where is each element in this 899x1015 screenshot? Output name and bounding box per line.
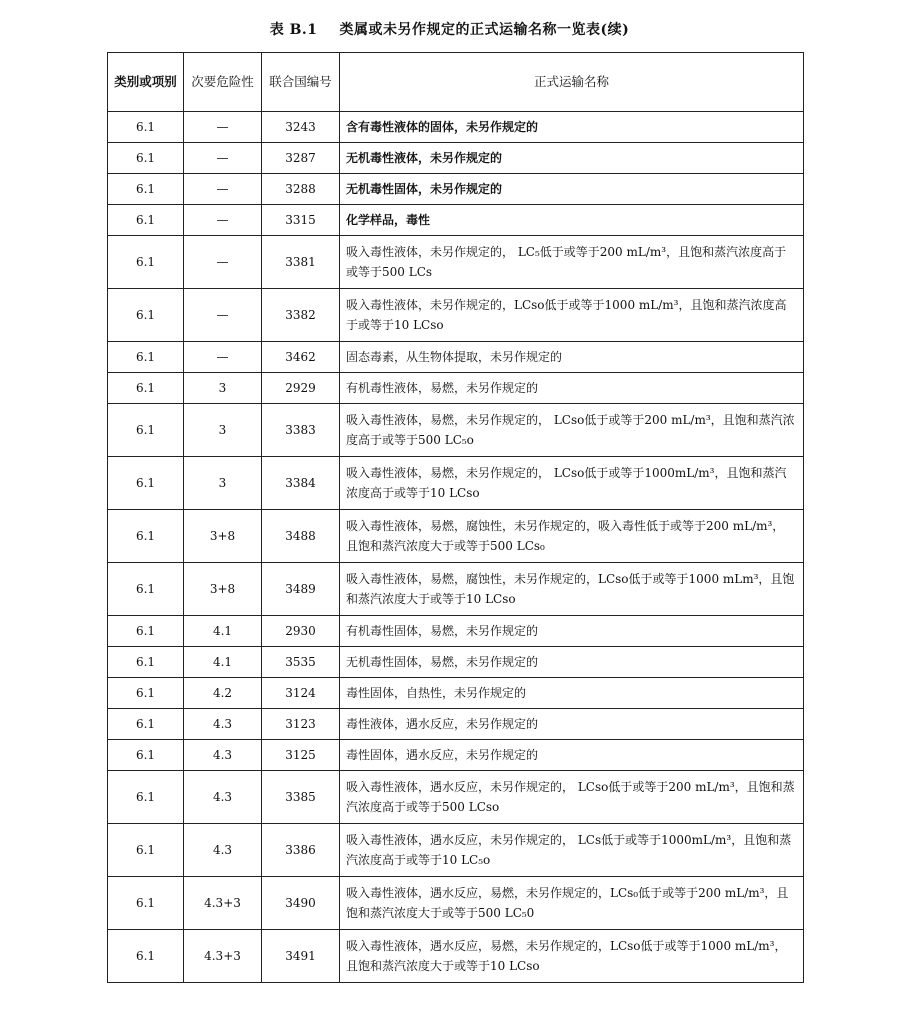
cell-un-number: 3535 [262, 647, 340, 678]
table-caption: 类属或未另作规定的正式运输名称一览表(续) [339, 22, 630, 38]
cell-class: 6.1 [108, 930, 184, 983]
cell-subsidiary-risk: — [184, 205, 262, 236]
cell-subsidiary-risk: — [184, 342, 262, 373]
cell-un-number: 3125 [262, 740, 340, 771]
cell-class: 6.1 [108, 174, 184, 205]
cell-shipping-name: 有机毒性液体，易燃，未另作规定的 [340, 373, 804, 404]
shipping-names-table [107, 52, 804, 983]
cell-shipping-name: 吸入毒性液体，易燃，腐蚀性，未另作规定的，吸入毒性低于或等于200 mL/m³，且饱和蒸汽浓度大于或等于500 LCs₀ [340, 510, 804, 563]
table-row [108, 457, 804, 510]
cell-class: 6.1 [108, 740, 184, 771]
cell-un-number: 3288 [262, 174, 340, 205]
cell-shipping-name: 毒性液体，遇水反应，未另作规定的 [340, 709, 804, 740]
table-row [108, 143, 804, 174]
header-row [108, 53, 804, 112]
cell-un-number: 3384 [262, 457, 340, 510]
cell-class: 6.1 [108, 289, 184, 342]
cell-subsidiary-risk: 4.3+3 [184, 877, 262, 930]
table-row [108, 824, 804, 877]
table-row [108, 877, 804, 930]
cell-class: 6.1 [108, 236, 184, 289]
cell-class: 6.1 [108, 647, 184, 678]
cell-un-number: 3315 [262, 205, 340, 236]
table-row [108, 373, 804, 404]
cell-un-number: 2930 [262, 616, 340, 647]
cell-class: 6.1 [108, 342, 184, 373]
table-row [108, 236, 804, 289]
table-row [108, 740, 804, 771]
cell-shipping-name: 吸入毒性液体，遇水反应，易燃，未另作规定的，LCs₀低于或等于200 mL/m³，且饱和蒸汽浓度大于或等于500 LC₅0 [340, 877, 804, 930]
cell-class: 6.1 [108, 205, 184, 236]
table-row [108, 510, 804, 563]
cell-un-number: 3385 [262, 771, 340, 824]
cell-un-number: 3491 [262, 930, 340, 983]
cell-subsidiary-risk: 4.3+3 [184, 930, 262, 983]
cell-shipping-name: 毒性固体，遇水反应，未另作规定的 [340, 740, 804, 771]
cell-class: 6.1 [108, 709, 184, 740]
cell-un-number: 3462 [262, 342, 340, 373]
cell-class: 6.1 [108, 824, 184, 877]
cell-shipping-name: 吸入毒性液体，遇水反应，易燃，未另作规定的，LCso低于或等于1000 mL/m³，且饱和蒸汽浓度大于或等于10 LCso [340, 930, 804, 983]
cell-un-number: 3243 [262, 112, 340, 143]
cell-subsidiary-risk: 3 [184, 404, 262, 457]
cell-shipping-name: 化学样品，毒性 [340, 205, 804, 236]
cell-subsidiary-risk: — [184, 112, 262, 143]
cell-un-number: 3123 [262, 709, 340, 740]
table-row [108, 930, 804, 983]
cell-shipping-name: 无机毒性液体，未另作规定的 [340, 143, 804, 174]
cell-class: 6.1 [108, 678, 184, 709]
cell-subsidiary-risk: — [184, 143, 262, 174]
cell-class: 6.1 [108, 771, 184, 824]
cell-shipping-name: 吸入毒性液体，未另作规定的，LCso低于或等于1000 mL/m³，且饱和蒸汽浓度高于或等于10 LCso [340, 289, 804, 342]
cell-un-number: 3489 [262, 563, 340, 616]
cell-shipping-name: 吸入毒性液体，遇水反应，未另作规定的， LCs低于或等于1000mL/m³，且饱和蒸汽浓度高于或等于10 LC₅o [340, 824, 804, 877]
table-row [108, 678, 804, 709]
table-row [108, 112, 804, 143]
table-row [108, 404, 804, 457]
cell-subsidiary-risk: 4.1 [184, 616, 262, 647]
cell-shipping-name: 吸入毒性液体，易燃，腐蚀性，未另作规定的，LCso低于或等于1000 mLm³，且饱和蒸汽浓度大于或等于10 LCso [340, 563, 804, 616]
cell-class: 6.1 [108, 112, 184, 143]
cell-subsidiary-risk: 4.3 [184, 824, 262, 877]
cell-subsidiary-risk: 3 [184, 457, 262, 510]
table-row [108, 205, 804, 236]
table-title [0, 19, 899, 39]
table-row [108, 289, 804, 342]
cell-shipping-name: 吸入毒性液体，未另作规定的， LC₅低于或等于200 mL/m³，且饱和蒸汽浓度高于或等于500 LCs [340, 236, 804, 289]
header-subsidiary-risk: 次要危险性 [184, 53, 262, 112]
cell-class: 6.1 [108, 563, 184, 616]
table-row [108, 647, 804, 678]
cell-subsidiary-risk: — [184, 289, 262, 342]
cell-un-number: 3124 [262, 678, 340, 709]
cell-subsidiary-risk: 4.3 [184, 771, 262, 824]
cell-un-number: 3383 [262, 404, 340, 457]
cell-shipping-name: 吸入毒性液体，遇水反应，未另作规定的， LCso低于或等于200 mL/m³，且饱和蒸汽浓度高于或等于500 LCso [340, 771, 804, 824]
cell-shipping-name: 固态毒素，从生物体提取，未另作规定的 [340, 342, 804, 373]
cell-class: 6.1 [108, 510, 184, 563]
cell-subsidiary-risk: 4.2 [184, 678, 262, 709]
cell-shipping-name: 含有毒性液体的固体，未另作规定的 [340, 112, 804, 143]
cell-un-number: 3287 [262, 143, 340, 174]
cell-subsidiary-risk: 4.3 [184, 709, 262, 740]
cell-class: 6.1 [108, 457, 184, 510]
cell-un-number: 3382 [262, 289, 340, 342]
header-shipping-name: 正式运输名称 [340, 53, 804, 112]
cell-shipping-name: 吸入毒性液体，易燃，未另作规定的， LCso低于或等于1000mL/m³，且饱和蒸汽浓度高于或等于10 LCso [340, 457, 804, 510]
table-row [108, 616, 804, 647]
cell-subsidiary-risk: — [184, 174, 262, 205]
table-number: 表 B.1 [269, 22, 318, 38]
cell-subsidiary-risk: 3+8 [184, 510, 262, 563]
cell-un-number: 3490 [262, 877, 340, 930]
cell-class: 6.1 [108, 404, 184, 457]
cell-subsidiary-risk: — [184, 236, 262, 289]
table-row [108, 342, 804, 373]
cell-class: 6.1 [108, 616, 184, 647]
cell-shipping-name: 毒性固体，自热性，未另作规定的 [340, 678, 804, 709]
cell-un-number: 2929 [262, 373, 340, 404]
cell-class: 6.1 [108, 373, 184, 404]
cell-class: 6.1 [108, 143, 184, 174]
table-row [108, 771, 804, 824]
cell-subsidiary-risk: 4.1 [184, 647, 262, 678]
cell-subsidiary-risk: 4.3 [184, 740, 262, 771]
header-un-number: 联合国编号 [262, 53, 340, 112]
cell-class: 6.1 [108, 877, 184, 930]
table-row [108, 174, 804, 205]
table-row [108, 709, 804, 740]
header-class: 类别或项别 [108, 53, 184, 112]
cell-subsidiary-risk: 3+8 [184, 563, 262, 616]
cell-un-number: 3488 [262, 510, 340, 563]
cell-subsidiary-risk: 3 [184, 373, 262, 404]
table-row [108, 563, 804, 616]
cell-shipping-name: 有机毒性固体，易燃，未另作规定的 [340, 616, 804, 647]
cell-un-number: 3386 [262, 824, 340, 877]
cell-shipping-name: 吸入毒性液体，易燃，未另作规定的， LCso低于或等于200 mL/m³，且饱和蒸汽浓度高于或等于500 LC₅o [340, 404, 804, 457]
cell-un-number: 3381 [262, 236, 340, 289]
cell-shipping-name: 无机毒性固体，未另作规定的 [340, 174, 804, 205]
cell-shipping-name: 无机毒性固体，易燃，未另作规定的 [340, 647, 804, 678]
